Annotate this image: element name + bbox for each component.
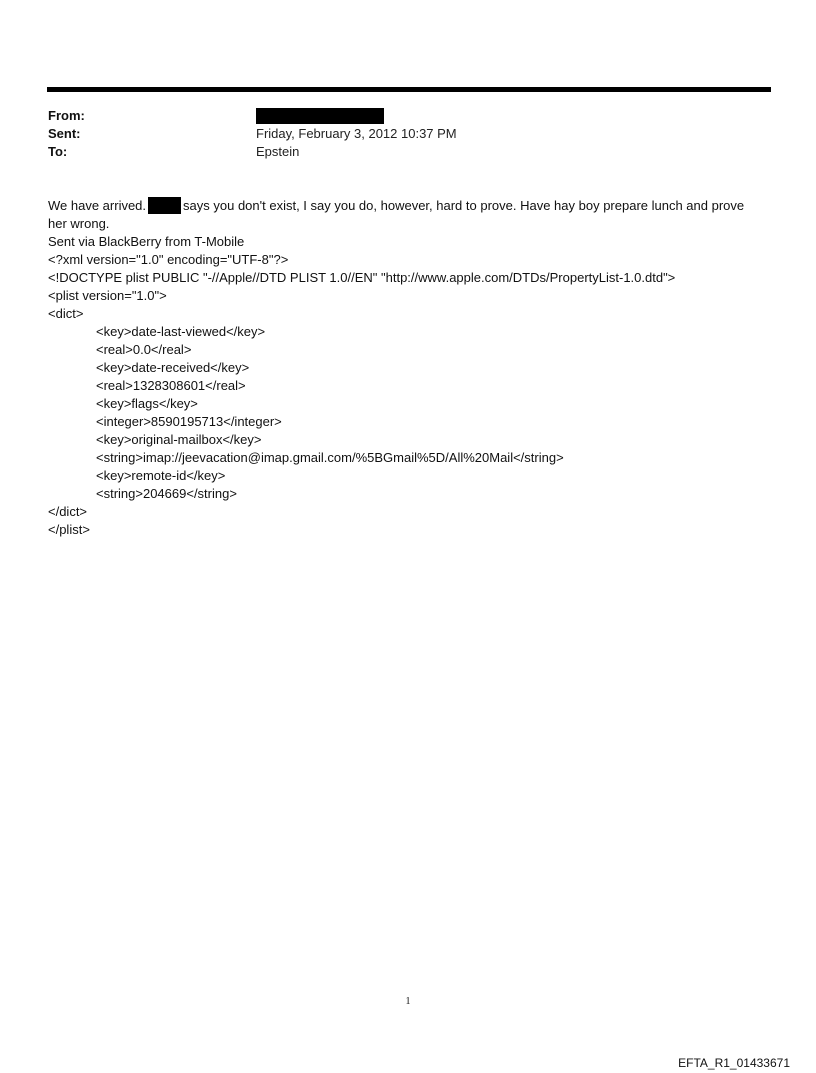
to-label: To: [48, 144, 68, 159]
dict-line: <real>0.0</real> [96, 342, 192, 357]
dict-line: <string>imap://jeevacation@imap.gmail.com/%5BGmail%5D/All%20Mail</string> [96, 450, 564, 465]
xml-line: <plist version="1.0"> [48, 288, 167, 303]
from-redaction [256, 108, 384, 124]
sent-row [48, 125, 457, 143]
dict-line: <key>original-mailbox</key> [96, 432, 262, 447]
to-value: Epstein [256, 144, 300, 159]
dict-line: <key>remote-id</key> [96, 468, 226, 483]
to-row [48, 143, 457, 161]
xml-line: <dict> [48, 306, 84, 321]
xml-line: <!DOCTYPE plist PUBLIC "-//Apple//DTD PLIST 1.0//EN" "http://www.apple.com/DTDs/PropertyList-1.0.dtd"> [48, 270, 676, 285]
dict-line: <real>1328308601</real> [96, 378, 246, 393]
dict-line: <key>date-received</key> [96, 360, 250, 375]
body-line-1-before: We have arrived. [48, 198, 147, 213]
from-label: From: [48, 108, 85, 123]
body-line-1-after: says you don't exist, I say you do, however, hard to prove. Have hay boy prepare lunch and prove [183, 198, 745, 213]
dict-line: <key>flags</key> [96, 396, 198, 411]
sent-label: Sent: [48, 126, 81, 141]
document-id: EFTA_R1_01433671 [678, 1056, 790, 1070]
signature-line: Sent via BlackBerry from T-Mobile [48, 234, 245, 249]
body-line-2: her wrong. [48, 216, 110, 231]
dict-line: <string>204669</string> [96, 486, 237, 501]
closing-line: </dict> [48, 504, 88, 519]
dict-line: <key>date-last-viewed</key> [96, 324, 266, 339]
closing-line: </plist> [48, 522, 90, 537]
page-number: 1 [405, 996, 411, 1007]
name-redaction [148, 197, 181, 214]
email-header [48, 107, 457, 161]
dict-line: <integer>8590195713</integer> [96, 414, 282, 429]
sent-value: Friday, February 3, 2012 10:37 PM [256, 126, 457, 141]
xml-line: <?xml version="1.0" encoding="UTF-8"?> [48, 252, 289, 267]
from-row [48, 107, 457, 125]
body-line-1 [48, 197, 778, 215]
header-rule [47, 87, 771, 92]
email-body [48, 197, 778, 539]
